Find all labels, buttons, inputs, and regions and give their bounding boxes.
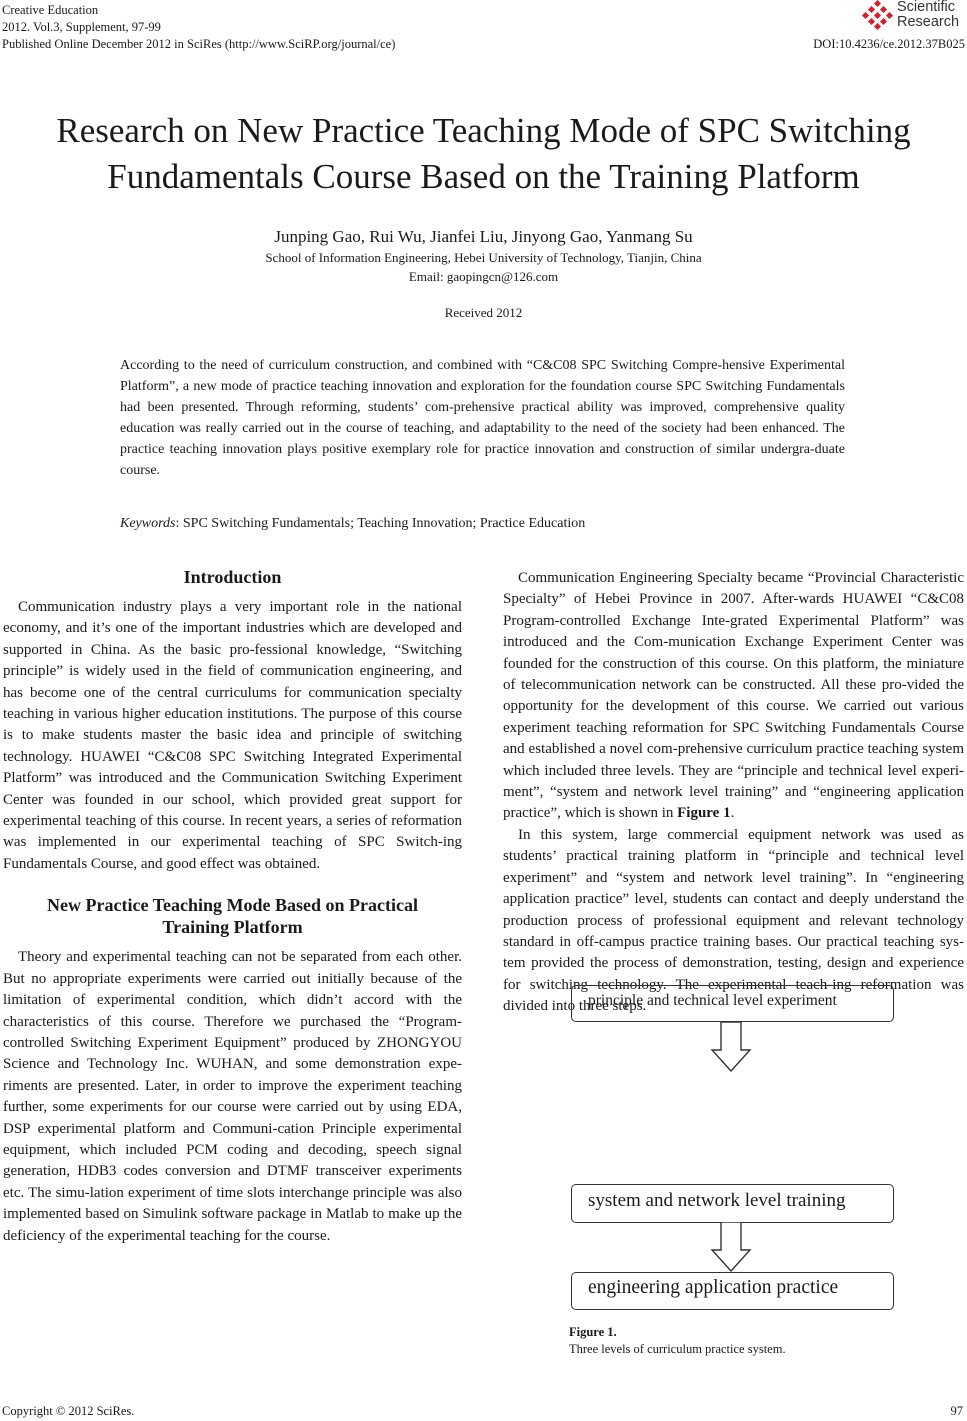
section-heading-practice-mode <box>3 894 462 938</box>
figure-1-caption-text: Three levels of curriculum practice system. <box>569 1342 786 1356</box>
level-box-system <box>571 1184 894 1223</box>
right-paragraph-1-text: Communication Engineering Specialty became “Provincial Characteristic Specialty” of Hebei Province in 2007. After-wards HUAWEI “C&C08 Program-controlled Exchange Inte-grated Experimental Platform” was introduced and the Com-munication Exchange Experiment Center was founded for the construction of this course. On this platform, the miniature of telecommunication network can be constructed. All these pro-vided the opportunity for the development of this course. We carried out various experiment teaching reformation for SPC Switching Fundamentals Course and established a novel com-prehensive curriculum practice teaching system which included three levels. They are “principle and technical level experi-ment”, “system and network level training” and “engineering application practice”, which is shown in <box>503 570 964 822</box>
journal-header <box>2 2 395 53</box>
keywords-list: : SPC Switching Fundamentals; Teaching Innovation; Practice Education <box>175 516 586 531</box>
right-column <box>503 568 964 1018</box>
level-box-engineering <box>571 1272 894 1310</box>
journal-volume: 2012. Vol.3, Supplement, 97-99 <box>2 20 161 34</box>
author-email: Email: gaopingcn@126.com <box>408 269 559 284</box>
affiliation: School of Information Engineering, Hebei University of Technology, Tianjin, China <box>265 250 702 265</box>
published-line: Published Online December 2012 in SciRes (http://www.SciRP.org/journal/ce) <box>2 37 396 51</box>
section-heading-line-1: New Practice Teaching Mode Based on Practical <box>47 895 418 916</box>
level-box-principle <box>571 985 894 1022</box>
authors: Junping Gao, Rui Wu, Jianfei Liu, Jinyong Gao, Yanmang Su <box>274 227 693 246</box>
journal-name: Creative Education <box>2 3 99 17</box>
publisher-logo-icon <box>861 0 895 30</box>
title-line-2: Fundamentals Course Based on the Training Platform <box>107 157 860 196</box>
keywords <box>120 514 585 534</box>
page-number: 97 <box>950 1404 963 1418</box>
logo-text-line1: Scientific <box>897 0 956 15</box>
keywords-label: Keywords <box>120 516 176 531</box>
received-date: Received 2012 <box>444 305 523 320</box>
practice-mode-paragraph: Theory and experimental teaching can not be separated from each other. But no appropriate experiments were carried out initially because of the limitation of experimental condition, which didn’t accord with the characteristics of this course. Therefore we purchased the “Program-controlled Switching Experiment Equipment” produced by ZHONGYOU Science and Technology Inc. WUHAN, and some demonstration expe-riments are presented. Later, in order to improve the experiment teaching further, some experiments for our course were carried out by using EDA, DSP experimental platform and Communi-cation Principle experimental equipment, which included PCM coding and decoding, speech signal generation, HDB3 codes conversion and DTMF transceiver experiments etc. The simu-lation experiment of time slots interchange principle was also implemented based on Simulink software package in Matlab to make up the deficiency of the experimental teaching for the course. <box>3 949 462 1244</box>
figure-1-caption-label: Figure 1. <box>569 1325 617 1339</box>
title-line-1: Research on New Practice Teaching Mode of SPC Switching <box>56 111 911 150</box>
right-paragraph-1 <box>503 568 964 825</box>
down-arrow-icon <box>710 1222 752 1272</box>
left-column <box>3 566 462 1247</box>
right-paragraph-2: In this system, large commercial equipment network was used as students’ practical training platform in “principle and technical level experiment” and “system and network level training”. In “engineering application practice” level, students can contact and deeply understand the production process of professional equipment and relevant technology standard in off-campus practice training bases. Our practical teaching sys-tem provided the process of demonstration, testing, design and experience for switching technology. The experimental teach-ing reformation was divided into three steps. <box>503 826 964 1015</box>
figure-1-reference[interactable]: Figure 1 <box>677 805 731 822</box>
level-label-principle: principle and technical level experiment <box>588 992 837 1009</box>
scientific-research-logo <box>861 0 961 34</box>
level-label-engineering: engineering application practice <box>588 1277 839 1298</box>
level-label-system: system and network level training <box>588 1190 846 1211</box>
copyright: Copyright © 2012 SciRes. <box>2 1404 135 1418</box>
doi: DOI:10.4236/ce.2012.37B025 <box>813 37 965 51</box>
introduction-heading: Introduction <box>183 567 282 587</box>
down-arrow-icon <box>710 1022 752 1072</box>
introduction-paragraph: Communication industry plays a very important role in the national economy, and it’s one of the important industries which are developed and supported in China. As the basic pro-fessional knowledge, “Switching principle” is widely used in the field of communication engineering, and has become one of the central curriculums for communication specialty teaching in various higher education institutions. The purpose of this course is to make students master the basic idea and principle of switching technology. HUAWEI “C&C08 SPC Switching Integrated Experimental Platform” was introduced and the Communication Switching Experiment Center was founded in our school, which provided great support for experimental teaching of this course. In recent years, a series of reformation was implemented in our experimental teaching of SPC Switch-ing Fundamentals Course, and good effect was obtained. <box>3 599 462 872</box>
section-heading-line-2: Training Platform <box>162 917 303 938</box>
paper-title <box>0 108 967 200</box>
figure-1-caption <box>569 1324 786 1358</box>
logo-text-line2: Research <box>897 14 960 30</box>
abstract: According to the need of curriculum construction, and combined with “C&C08 SPC Switching Compre-hensive Experimental Platform”, a new mode of practice teaching innovation and exploration for the foundation course SPC Switching Fundamentals had been presented. Through reforming, students’ com-prehensive practical ability was improved, comprehensive quality education was really carried out in the course of teaching, and adaptability to the need of the society had been enhanced. The practice teaching innovation plays positive exemplary role for practice innovation and construction of similar undergra-duate course. <box>120 358 845 478</box>
right-paragraph-1-end: . <box>730 805 735 822</box>
figure-1 <box>560 985 910 1315</box>
